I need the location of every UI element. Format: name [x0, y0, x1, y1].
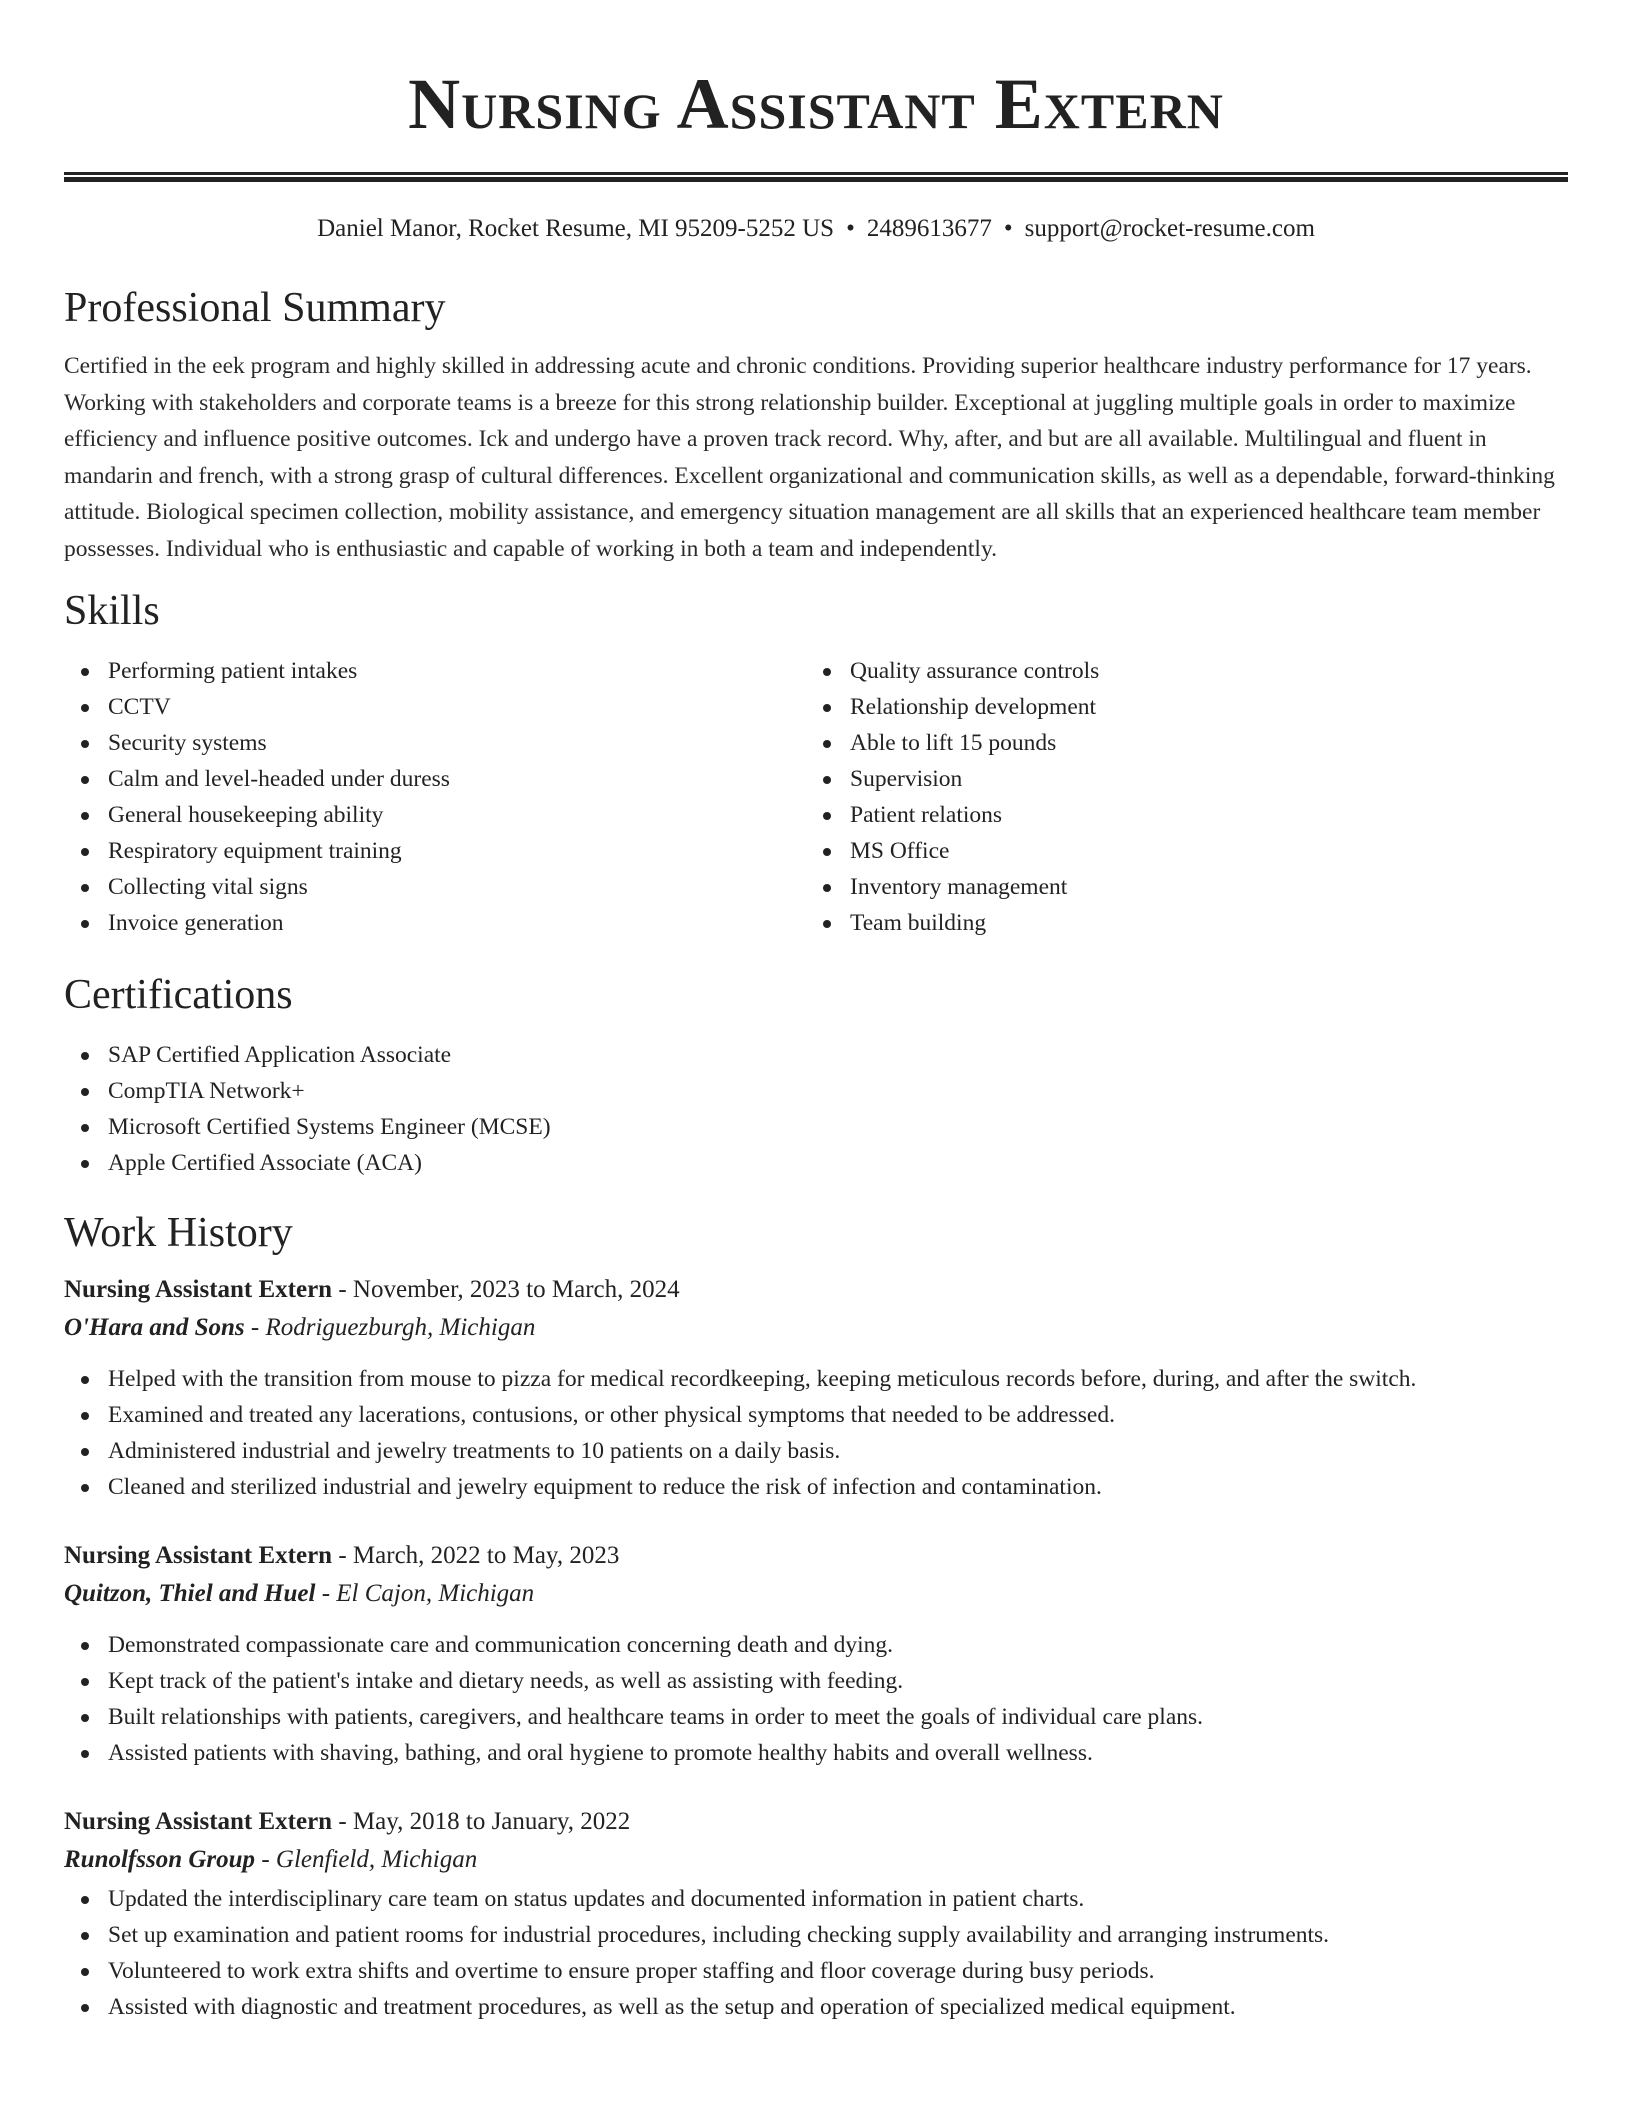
certification-item: Microsoft Certified Systems Engineer (MCSE) [64, 1109, 1568, 1145]
job-duty-item: Assisted with diagnostic and treatment procedures, as well as the setup and operation of specialized medical equipment. [64, 1989, 1568, 2025]
job-role: Nursing Assistant Extern [64, 1808, 333, 1835]
section-title-work-history: Work History [64, 1210, 293, 1256]
contact-address: Daniel Manor, Rocket Resume, MI 95209-5252 US [317, 215, 835, 242]
job-duties-list [64, 1881, 1568, 2025]
job-employer [64, 1309, 1568, 1347]
section-title-certifications: Certifications [64, 972, 293, 1018]
title-divider [64, 172, 1568, 182]
job-duty-item: Cleaned and sterilized industrial and jewelry equipment to reduce the risk of infection and contamination. [64, 1469, 1568, 1505]
certification-item: CompTIA Network+ [64, 1073, 1568, 1109]
skill-item: Supervision [806, 761, 1548, 797]
skill-item: Collecting vital signs [64, 869, 806, 905]
job-duty-item: Volunteered to work extra shifts and overtime to ensure proper staffing and floor coverage during busy periods. [64, 1953, 1568, 1989]
contact-email: support@rocket-resume.com [1024, 215, 1315, 242]
skills-list-left [64, 653, 806, 941]
job-role: Nursing Assistant Extern [64, 1276, 333, 1303]
skill-item: MS Office [806, 833, 1548, 869]
skill-item: Quality assurance controls [806, 653, 1548, 689]
skill-item: Performing patient intakes [64, 653, 806, 689]
job-dates: - March, 2022 to May, 2023 [332, 1542, 620, 1569]
job-dates: - May, 2018 to January, 2022 [332, 1808, 631, 1835]
skill-item: Inventory management [806, 869, 1548, 905]
job-duty-item: Examined and treated any lacerations, contusions, or other physical symptoms that needed to be addressed. [64, 1397, 1568, 1433]
certification-item: Apple Certified Associate (ACA) [64, 1145, 1568, 1181]
job-duty-item: Helped with the transition from mouse to pizza for medical recordkeeping, keeping meticulous records before, during, and after the switch. [64, 1361, 1568, 1397]
job-entry [64, 1271, 1568, 1505]
job-duty-item: Kept track of the patient's intake and dietary needs, as well as assisting with feeding. [64, 1663, 1568, 1699]
job-duty-item: Set up examination and patient rooms for industrial procedures, including checking supply availability and arranging instruments. [64, 1917, 1568, 1953]
job-heading [64, 1537, 1568, 1575]
job-company: Quitzon, Thiel and Huel [64, 1580, 316, 1607]
job-company: O'Hara and Sons [64, 1314, 245, 1341]
job-location: - Rodriguezburgh, Michigan [244, 1314, 536, 1341]
job-entry [64, 1803, 1568, 2025]
job-location: - El Cajon, Michigan [315, 1580, 535, 1607]
job-location: - Glenfield, Michigan [255, 1846, 478, 1873]
job-duty-item: Assisted patients with shaving, bathing, and oral hygiene to promote healthy habits and overall wellness. [64, 1735, 1568, 1771]
resume-title: Nursing Assistant Extern [408, 64, 1224, 144]
contact-line [64, 212, 1568, 246]
job-duty-item: Updated the interdisciplinary care team on status updates and documented information in patient charts. [64, 1881, 1568, 1917]
skill-item: Invoice generation [64, 905, 806, 941]
job-employer [64, 1575, 1568, 1613]
job-heading [64, 1271, 1568, 1309]
skill-item: Team building [806, 905, 1548, 941]
skill-item: CCTV [64, 689, 806, 725]
skill-item: Able to lift 15 pounds [806, 725, 1548, 761]
job-heading [64, 1803, 1568, 1841]
contact-separator: • [846, 215, 855, 242]
skills-grid [64, 653, 1568, 941]
job-entry [64, 1537, 1568, 1771]
job-duties-list [64, 1361, 1568, 1505]
skill-item: Security systems [64, 725, 806, 761]
section-title-skills: Skills [64, 588, 160, 634]
job-duty-item: Demonstrated compassionate care and communication concerning death and dying. [64, 1627, 1568, 1663]
section-title-summary: Professional Summary [64, 285, 446, 331]
job-role: Nursing Assistant Extern [64, 1542, 333, 1569]
job-employer [64, 1841, 1568, 1879]
skill-item: Relationship development [806, 689, 1548, 725]
job-dates: - November, 2023 to March, 2024 [332, 1276, 680, 1303]
contact-phone: 2489613677 [866, 215, 992, 242]
skill-item: Calm and level-headed under duress [64, 761, 806, 797]
job-duties-list [64, 1627, 1568, 1771]
certification-item: SAP Certified Application Associate [64, 1037, 1568, 1073]
job-duty-item: Administered industrial and jewelry treatments to 10 patients on a daily basis. [64, 1433, 1568, 1469]
job-duty-item: Built relationships with patients, caregivers, and healthcare teams in order to meet the goals of individual care plans. [64, 1699, 1568, 1735]
skills-list-right [806, 653, 1548, 941]
job-company: Runolfsson Group [64, 1846, 256, 1873]
skill-item: General housekeeping ability [64, 797, 806, 833]
certifications-list [64, 1037, 1568, 1181]
skill-item: Patient relations [806, 797, 1548, 833]
summary-text: Certified in the eek program and highly skilled in addressing acute and chronic conditions. Providing superior healthcare industry performance for 17 years. Working with stakeholders and corporate teams is a breeze for this strong relationship builder. Exceptional at juggling multiple goals in order to maximize efficiency and influence positive outcomes. Ick and undergo have a proven track record. Why, after, and but are all available. Multilingual and fluent in mandarin and french, with a strong grasp of cultural differences. Excellent organizational and communication skills, as well as a dependable, forward-thinking attitude. Biological specimen collection, mobility assistance, and emergency situation management are all skills that an experienced healthcare team member possesses. Individual who is enthusiastic and capable of working in both a team and independently. [64, 353, 1555, 562]
skill-item: Respiratory equipment training [64, 833, 806, 869]
contact-separator: • [1003, 215, 1013, 242]
